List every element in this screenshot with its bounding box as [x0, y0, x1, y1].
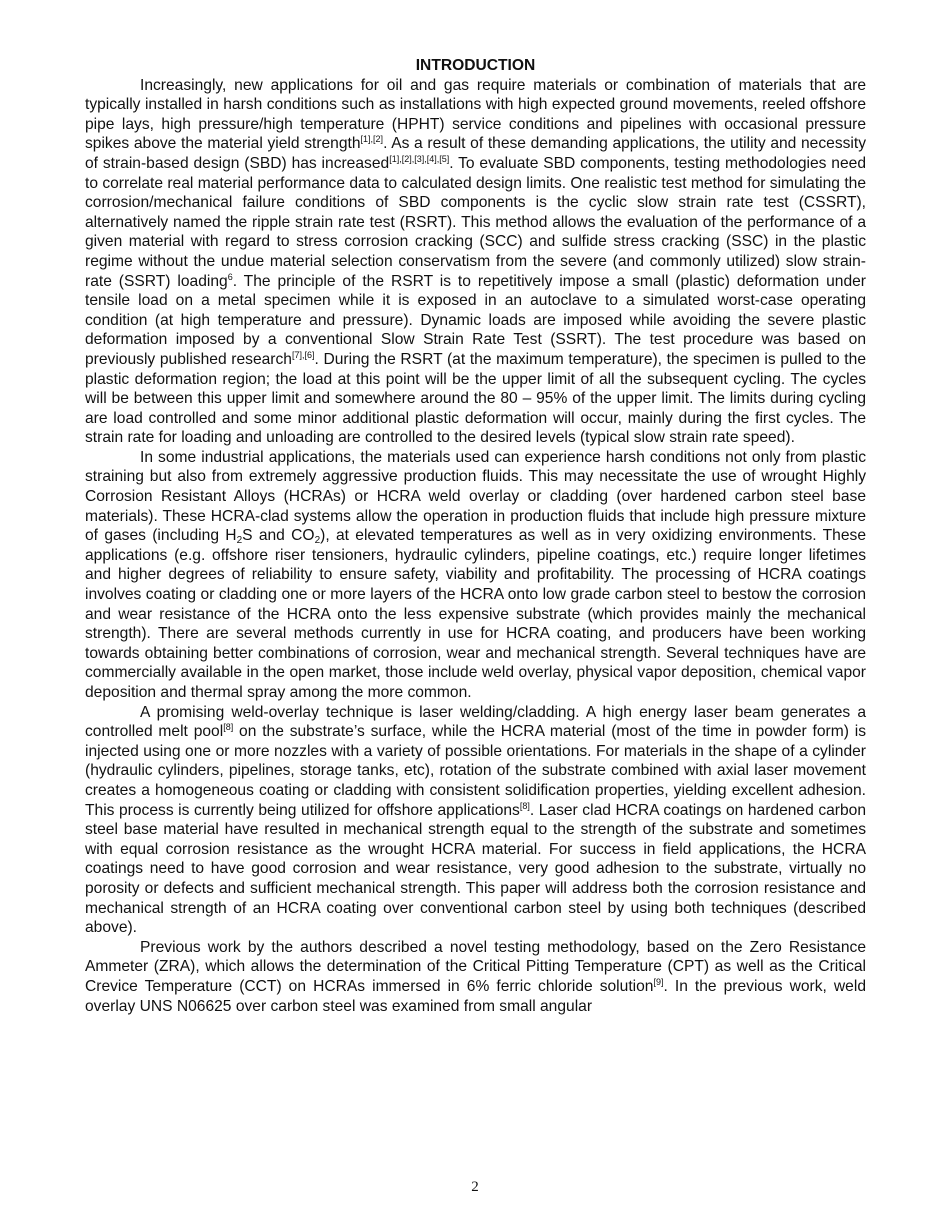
- paragraph-3: [85, 703, 866, 938]
- text-run: . In the previous work, weld overlay UNS N06625 over carbon steel was examined from small angular: [85, 977, 866, 1015]
- citation: [1],[2]: [360, 134, 384, 145]
- citation: [1],[2],[3],[4],[5]: [389, 153, 450, 164]
- text-run: A promising weld-overlay technique is laser welding/cladding. A high energy laser beam generates a controlled melt pool: [85, 703, 866, 741]
- text-run: . As a result of these demanding applications, the utility and necessity of strain-based design (SBD) has increased: [85, 135, 867, 172]
- paragraph-2: [85, 448, 866, 703]
- paragraph-1: [85, 76, 866, 448]
- text-run: Increasingly, new applications for oil and gas require materials or combination of materials that are typically installed in harsh conditions such as installations with high expected ground movements, reeled offshore pipe lays, high pressure/high temperature (HPHT) service conditions and pipelines with occasional pressure spikes above the material yield strength: [85, 76, 866, 153]
- section-heading: INTRODUCTION: [415, 57, 536, 74]
- text-run: S and CO: [242, 527, 315, 545]
- page-body: [85, 56, 866, 1016]
- paragraph-4: [85, 938, 866, 1016]
- citation: [9]: [653, 976, 664, 987]
- text-run: . Laser clad HCRA coatings on hardened carbon steel base material have resulted in mechanical strength equal to the strength of the substrate and sometimes with equal corrosion resistance as the wrought HCRA material. For success in field applications, the HCRA coatings need to have good corrosion and wear resistance, very good adhesion to the substrate, virtually no porosity or defects and sufficient mechanical strength. This paper will address both the corrosion resistance and mechanical strength of an HCRA coating over conventional carbon steel by using both techniques (described above).: [85, 801, 866, 937]
- text-run: ), at elevated temperatures as well as in very oxidizing environments. These applications (e.g. offshore riser tensioners, hydraulic cylinders, pipeline coatings, etc.) require longer lifetimes and higher degrees of reliability to ensure safety, viability and profitability. The processing of HCRA coatings involves coating or cladding one or more layers of the HCRA onto low grade carbon steel to bestow the corrosion and wear resistance of the HCRA onto the less expensive substrate (which provides mainly the mechanical strength). There are several methods currently in use for HCRA coating, and producers have been working towards obtaining better combinations of corrosion, wear and mechanical strength. Several techniques have are commercially available in the open market, those include weld overlay, physical vapor deposition, chemical vapor deposition and thermal spray among the more common.: [85, 527, 866, 701]
- text-run: In some industrial applications, the materials used can experience harsh conditions not only from plastic straining but also from extremely aggressive production fluids. This may necessitate the use of wrought Highly Corrosion Resistant Alloys (HCRAs) or HCRA weld overlay or cladding (over hardened carbon steel base materials). These HCRA-clad systems allow the operation in production fluids that include high pressure mixture of gases (including H: [85, 448, 866, 545]
- subscript: 2: [314, 535, 321, 547]
- page-number: 2: [471, 1179, 479, 1195]
- text-run: on the substrate’s surface, while the HCRA material (most of the time in powder form) is injected using one or more nozzles with a variety of possible orientations. For materials in the shape of a cylinder (hydraulic cylinders, pipelines, storage tanks, etc), rotation of the substrate combined with axial laser movement creates a homogeneous coating or cladding with consistent solidification properties, yielding excellent adhesion. This process is currently being utilized for offshore applications: [85, 723, 866, 819]
- citation: [8]: [519, 800, 530, 811]
- text-run: . To evaluate SBD components, testing methodologies need to correlate real material performance data to calculated design limits. One realistic test method for simulating the corrosion/mechanical failure conditions of SBD components is the cyclic slow strain rate test (CSSRT), alternatively named the ripple strain rate test (RSRT). This method allows the evaluation of the performance of a given material with regard to stress corrosion cracking (SCC) and sulfide stress cracking (SSC) in the plastic regime without the undue material selection conservatism from the severe (and commonly utilized) slow strain-rate (SSRT) loading: [85, 154, 866, 290]
- citation: [8]: [223, 722, 234, 733]
- text-run: . During the RSRT (at the maximum temperature), the specimen is pulled to the plastic deformation region; the load at this point will be the upper limit of all the subsequent cycling. The cycles will be between this upper limit and somewhere around the 80 – 95% of the upper limit. The limits during cycling are load controlled and some minor additional plastic deformation will occur, mainly during the first cycles. The strain rate for loading and unloading are controlled to the desired levels (typical slow strain rate speed).: [85, 350, 866, 447]
- citation: 6: [227, 271, 233, 282]
- text-run: . The principle of the RSRT is to repetitively impose a small (plastic) deformation under tensile load on a metal specimen while it is exposed in an autoclave to a simulated worst-case operating condition (at high temperature and pressure). Dynamic loads are imposed while avoiding the severe plastic deformation imposed by a conventional Slow Strain Rate Test (SSRT). The test procedure was based on previously published research: [85, 272, 866, 368]
- citation: [7],[6]: [291, 349, 315, 360]
- subscript: 2: [236, 535, 243, 547]
- text-run: Previous work by the authors described a novel testing methodology, based on the Zero Resistance Ammeter (ZRA), which allows the determination of the Critical Pitting Temperature (CPT) as well as the Critical Crevice Temperature (CCT) on HCRAs immersed in 6% ferric chloride solution: [85, 938, 866, 995]
